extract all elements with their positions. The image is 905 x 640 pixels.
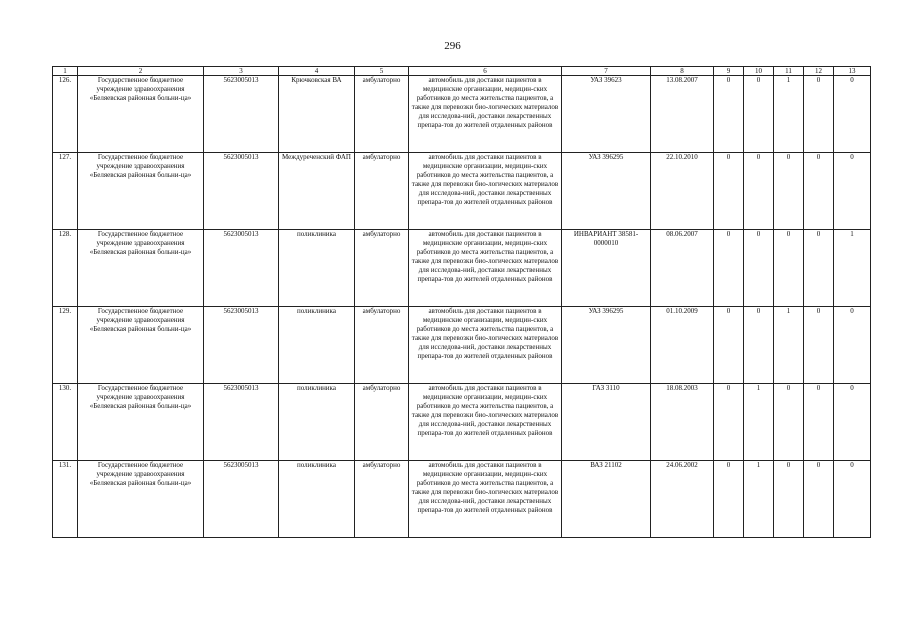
row-number: 127. <box>53 153 78 230</box>
table-row <box>53 230 871 307</box>
column-number: 12 <box>804 67 834 76</box>
acquisition-date: 18.08.2003 <box>651 384 714 461</box>
value-col-11: 1 <box>774 76 804 153</box>
vehicle-model: ВАЗ 21102 <box>562 461 651 538</box>
acquisition-date: 22.10.2010 <box>651 153 714 230</box>
subdivision: поликлиника <box>279 230 355 307</box>
vehicle-model: УАЗ 396295 <box>562 307 651 384</box>
column-number: 5 <box>355 67 409 76</box>
vehicle-registry-table <box>52 66 871 538</box>
vehicle-purpose: автомобиль для доставки пациентов в медицинские организации, медицин-ских работников до места жительства пациентов, а также для перевозки био-логических материалов для исследова-ний, доставки лекарственных препара-тов до жителей отдаленных районов <box>409 153 562 230</box>
column-number: 7 <box>562 67 651 76</box>
vehicle-purpose: автомобиль для доставки пациентов в медицинские организации, медицин-ских работников до места жительства пациентов, а также для перевозки био-логических материалов для исследова-ний, доставки лекарственных препара-тов до жителей отдаленных районов <box>409 76 562 153</box>
subdivision: поликлиника <box>279 384 355 461</box>
subdivision: поликлиника <box>279 461 355 538</box>
column-number: 8 <box>651 67 714 76</box>
value-col-9: 0 <box>714 384 744 461</box>
value-col-12: 0 <box>804 76 834 153</box>
care-type: амбулаторно <box>355 461 409 538</box>
value-col-10: 0 <box>744 153 774 230</box>
column-number: 3 <box>204 67 279 76</box>
column-number: 10 <box>744 67 774 76</box>
value-col-13: 0 <box>834 76 871 153</box>
care-type: амбулаторно <box>355 76 409 153</box>
row-number: 128. <box>53 230 78 307</box>
value-col-11: 0 <box>774 384 804 461</box>
organization-name: Государственное бюджетное учреждение здравоохранения «Беляевская районная больни-ца» <box>78 461 204 538</box>
value-col-11: 0 <box>774 230 804 307</box>
organization-code: 5623005013 <box>204 461 279 538</box>
value-col-13: 1 <box>834 230 871 307</box>
table-row <box>53 384 871 461</box>
vehicle-model: ИНВАРИАНТ 38581-0000010 <box>562 230 651 307</box>
vehicle-purpose: автомобиль для доставки пациентов в медицинские организации, медицин-ских работников до места жительства пациентов, а также для перевозки био-логических материалов для исследова-ний, доставки лекарственных препара-тов до жителей отдаленных районов <box>409 461 562 538</box>
organization-code: 5623005013 <box>204 307 279 384</box>
vehicle-model: ГАЗ 3110 <box>562 384 651 461</box>
table-row <box>53 76 871 153</box>
care-type: амбулаторно <box>355 153 409 230</box>
value-col-9: 0 <box>714 230 744 307</box>
value-col-9: 0 <box>714 76 744 153</box>
table-row <box>53 461 871 538</box>
page-number: 296 <box>444 40 461 52</box>
organization-name: Государственное бюджетное учреждение здравоохранения «Беляевская районная больни-ца» <box>78 76 204 153</box>
value-col-13: 0 <box>834 461 871 538</box>
acquisition-date: 24.06.2002 <box>651 461 714 538</box>
vehicle-purpose: автомобиль для доставки пациентов в медицинские организации, медицин-ских работников до места жительства пациентов, а также для перевозки био-логических материалов для исследова-ний, доставки лекарственных препара-тов до жителей отдаленных районов <box>409 307 562 384</box>
value-col-10: 1 <box>744 384 774 461</box>
value-col-12: 0 <box>804 230 834 307</box>
value-col-11: 0 <box>774 153 804 230</box>
value-col-11: 0 <box>774 461 804 538</box>
organization-code: 5623005013 <box>204 153 279 230</box>
value-col-12: 0 <box>804 384 834 461</box>
table-row <box>53 307 871 384</box>
organization-name: Государственное бюджетное учреждение здравоохранения «Беляевская районная больни-ца» <box>78 307 204 384</box>
care-type: амбулаторно <box>355 230 409 307</box>
column-number: 11 <box>774 67 804 76</box>
column-number: 13 <box>834 67 871 76</box>
subdivision: Междуреченский ФАП <box>279 153 355 230</box>
value-col-9: 0 <box>714 307 744 384</box>
column-number: 4 <box>279 67 355 76</box>
value-col-11: 1 <box>774 307 804 384</box>
value-col-10: 0 <box>744 307 774 384</box>
value-col-12: 0 <box>804 461 834 538</box>
column-number: 9 <box>714 67 744 76</box>
column-number: 6 <box>409 67 562 76</box>
vehicle-model: УАЗ 396295 <box>562 153 651 230</box>
value-col-12: 0 <box>804 153 834 230</box>
value-col-10: 0 <box>744 76 774 153</box>
vehicle-model: УАЗ 39623 <box>562 76 651 153</box>
value-col-13: 0 <box>834 307 871 384</box>
organization-name: Государственное бюджетное учреждение здравоохранения «Беляевская районная больни-ца» <box>78 153 204 230</box>
column-number: 1 <box>53 67 78 76</box>
row-number: 126. <box>53 76 78 153</box>
column-number-row <box>53 67 871 76</box>
vehicle-purpose: автомобиль для доставки пациентов в медицинские организации, медицин-ских работников до места жительства пациентов, а также для перевозки био-логических материалов для исследова-ний, доставки лекарственных препара-тов до жителей отдаленных районов <box>409 384 562 461</box>
organization-code: 5623005013 <box>204 76 279 153</box>
table-row <box>53 153 871 230</box>
value-col-13: 0 <box>834 153 871 230</box>
care-type: амбулаторно <box>355 384 409 461</box>
value-col-9: 0 <box>714 153 744 230</box>
vehicle-purpose: автомобиль для доставки пациентов в медицинские организации, медицин-ских работников до места жительства пациентов, а также для перевозки био-логических материалов для исследова-ний, доставки лекарственных препара-тов до жителей отдаленных районов <box>409 230 562 307</box>
value-col-10: 1 <box>744 461 774 538</box>
acquisition-date: 01.10.2009 <box>651 307 714 384</box>
subdivision: Крючковская ВА <box>279 76 355 153</box>
row-number: 130. <box>53 384 78 461</box>
organization-code: 5623005013 <box>204 230 279 307</box>
subdivision: поликлиника <box>279 307 355 384</box>
acquisition-date: 08.06.2007 <box>651 230 714 307</box>
value-col-13: 0 <box>834 384 871 461</box>
acquisition-date: 13.08.2007 <box>651 76 714 153</box>
value-col-10: 0 <box>744 230 774 307</box>
care-type: амбулаторно <box>355 307 409 384</box>
organization-name: Государственное бюджетное учреждение здравоохранения «Беляевская районная больни-ца» <box>78 384 204 461</box>
row-number: 129. <box>53 307 78 384</box>
row-number: 131. <box>53 461 78 538</box>
column-number: 2 <box>78 67 204 76</box>
value-col-12: 0 <box>804 307 834 384</box>
organization-name: Государственное бюджетное учреждение здравоохранения «Беляевская районная больни-ца» <box>78 230 204 307</box>
value-col-9: 0 <box>714 461 744 538</box>
organization-code: 5623005013 <box>204 384 279 461</box>
